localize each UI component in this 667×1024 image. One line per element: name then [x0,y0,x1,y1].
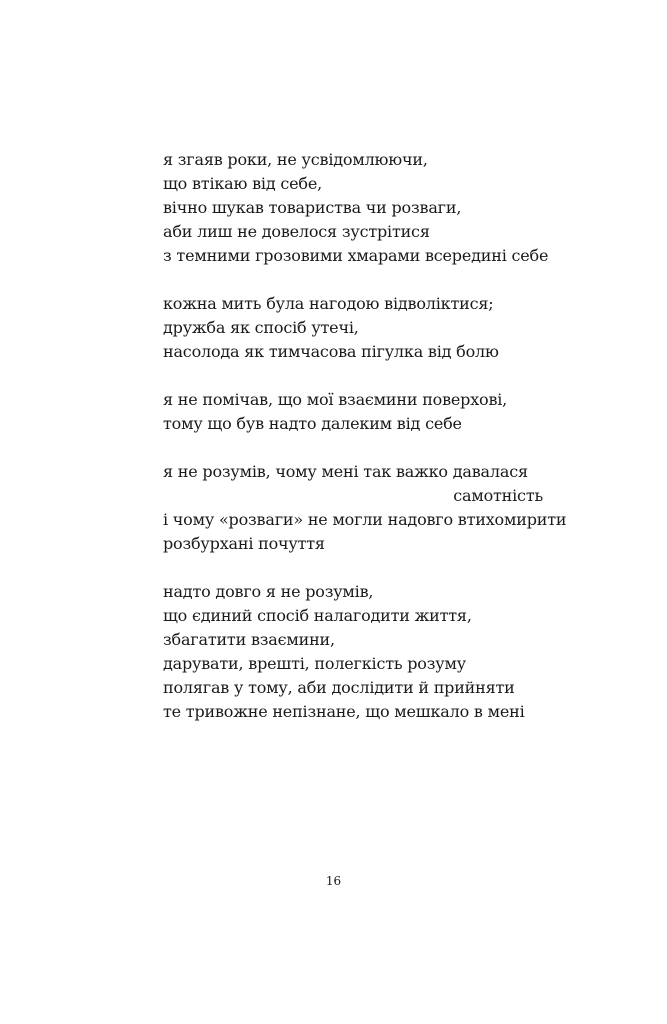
poem-line: надто довго я не розумів, [163,582,374,601]
poem-line: я не розумів, чому мені так важко давалася [163,462,528,481]
poem-line: я не помічав, що мої взаємини поверхові, [163,390,508,409]
poem-line: і чому «розваги» не могли надовго втихомирити [163,510,567,529]
stanza [163,388,543,436]
stanza [163,292,543,364]
poem-line: вічно шукав товариства чи розваги, [163,198,462,217]
stanza [163,148,549,268]
poem-line: те тривожне непізнане, що мешкало в мені [163,702,525,721]
poem-line: дарувати, врешті, полегкість розуму [163,654,466,673]
page-number: 16 [325,874,342,888]
stanza [163,460,567,556]
poem [163,148,567,748]
poem-line: я згаяв роки, не усвідомлюючи, [163,150,428,169]
poem-line: тому що був надто далеким від себе [163,414,462,433]
poem-line: насолода як тимчасова пігулка від болю [163,342,499,361]
poem-line: що єдиний спосіб налагодити життя, [163,606,472,625]
poem-line: з темними грозовими хмарами всередині себе [163,246,549,265]
poem-line: аби лиш не довелося зустрітися [163,222,430,241]
poem-line: кожна мить була нагодою відволіктися; [163,294,494,313]
poem-line: збагатити взаємини, [163,630,335,649]
poem-line: що втікаю від себе, [163,174,323,193]
poem-line-wrapped: самотність [453,486,543,505]
stanza [163,580,543,724]
poem-line: дружба як спосіб утечі, [163,318,359,337]
poem-line: полягав у тому, аби дослідити й прийняти [163,678,515,697]
poem-line: розбурхані почуття [163,534,325,553]
